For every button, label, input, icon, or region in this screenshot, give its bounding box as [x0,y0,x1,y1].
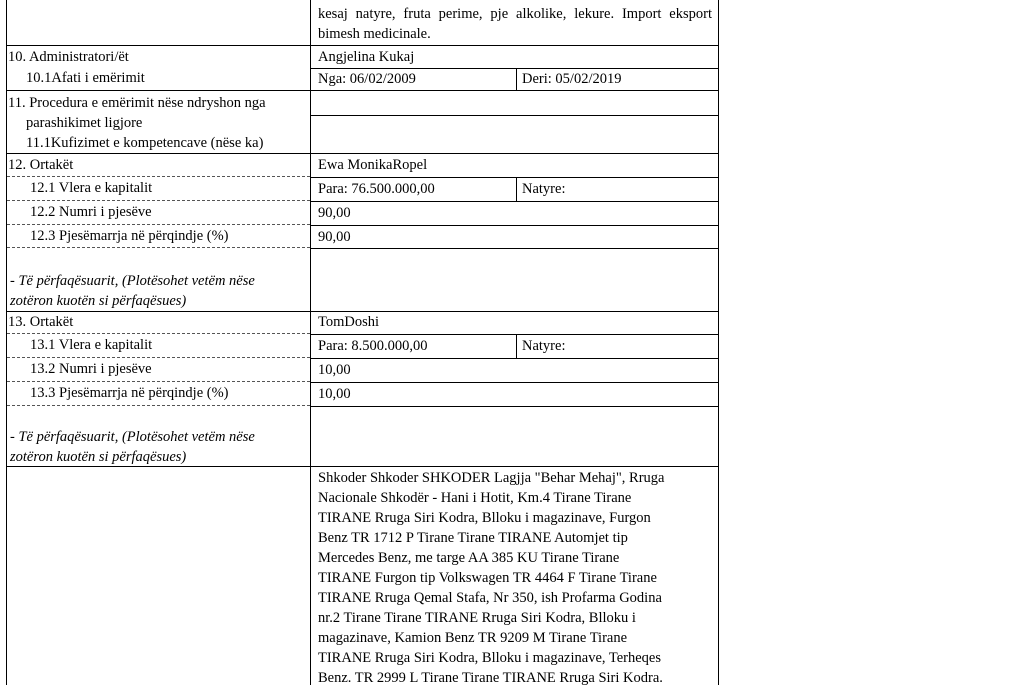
administrators-label: 10. Administratori/ët [8,49,129,65]
activity-description-continued: kesaj natyre, fruta perime, pje alkolike, lekure. Import eksport bimesh medicinale. [318,6,712,42]
row-divider [6,153,311,154]
row-divider [310,153,719,154]
representative-note-line2: zotëron kuotën si përfaqësues) [10,449,187,465]
row-divider [310,225,719,226]
appointment-procedure-label: 11. Procedura e emërimit nëse ndryshon nga [8,95,266,111]
competence-limits-label: 11.1Kufizimet e kompetencave (nëse ka) [26,135,264,151]
address-line: Shkoder Shkoder SHKODER Lagjja "Behar Mehaj", Rruga [318,470,665,486]
capital-value: Para: 76.500.000,00 [318,181,435,197]
dashed-divider [7,176,310,177]
dashed-divider [7,200,310,201]
appointment-to-value: Deri: 05/02/2019 [522,71,622,87]
row-divider [310,45,719,46]
shares-count-label: 13.2 Numri i pjesëve [30,361,152,377]
shares-count-value: 90,00 [318,205,351,221]
administrators-value: Angjelina Kukaj [318,49,415,65]
subcell-divider-12-1 [516,177,517,201]
row-divider [310,466,719,467]
participation-percent-label: 13.3 Pjesëmarrja në përqindje (%) [30,385,229,401]
row-divider [6,45,311,46]
row-divider [310,248,719,249]
subcell-divider-13-1 [516,334,517,358]
shares-count-value: 10,00 [318,362,351,378]
dashed-divider [7,247,310,248]
row-divider [310,90,719,91]
capital-value: Para: 8.500.000,00 [318,338,428,354]
row-divider [310,115,719,116]
partner-name: Ewa MonikaRopel [318,157,428,173]
partners-label: 13. Ortakët [8,314,74,330]
representative-note: - Të përfaqësuarit, (Plotësohet vetëm nëse [10,429,255,445]
address-line: TIRANE Rruga Qemal Stafa, Nr 350, ish Profarma Godina [318,590,662,606]
partners-label: 12. Ortakët [8,157,74,173]
dashed-divider [7,333,310,334]
partner-name: TomDoshi [318,314,380,330]
participation-percent-value: 90,00 [318,229,351,245]
row-divider [310,382,719,383]
table-column-divider [310,0,311,685]
row-divider [310,201,719,202]
address-line: TIRANE Rruga Siri Kodra, Blloku i magazinave, Furgon [318,510,651,526]
table-left-border [6,0,7,685]
participation-percent-value: 10,00 [318,386,351,402]
address-line: Nacionale Shkodër - Hani i Hotit, Km.4 Tirane Tirane [318,490,632,506]
subcell-divider-10-1 [516,68,517,90]
address-line: Mercedes Benz, me targe AA 385 KU Tirane Tirane [318,550,620,566]
capital-value-label: 13.1 Vlera e kapitalit [30,337,153,353]
representative-note-line2: zotëron kuotën si përfaqësues) [10,293,187,309]
dashed-divider [7,381,310,382]
address-line: nr.2 Tirane Tirane TIRANE Rruga Siri Kodra, Blloku i [318,610,636,626]
table-right-border [718,0,719,685]
address-line: magazinave, Kamion Benz TR 9209 M Tirane Tirane [318,630,628,646]
capital-nature: Natyre: [522,181,566,197]
dashed-divider [7,224,310,225]
appointment-from-value: Nga: 06/02/2009 [318,71,416,87]
shares-count-label: 12.2 Numri i pjesëve [30,204,152,220]
appointment-procedure-label-line2: parashikimet ligjore [26,115,143,131]
capital-nature: Natyre: [522,338,566,354]
row-divider [310,334,719,335]
address-line: TIRANE Rruga Siri Kodra, Blloku i magazinave, Terheqes [318,650,662,666]
appointment-term-label: 10.1Afati i emërimit [26,70,145,86]
representative-note: - Të përfaqësuarit, (Plotësohet vetëm nëse [10,273,255,289]
participation-percent-label: 12.3 Pjesëmarrja në përqindje (%) [30,228,229,244]
dashed-divider [7,357,310,358]
row-divider [310,406,719,407]
address-line: Benz TR 1712 P Tirane Tirane TIRANE Automjet tip [318,530,628,546]
row-divider [310,358,719,359]
address-line: TIRANE Furgon tip Volkswagen TR 4464 F Tirane Tirane [318,570,657,586]
capital-value-label: 12.1 Vlera e kapitalit [30,180,153,196]
row-divider [6,90,311,91]
dashed-divider [7,405,310,406]
row-divider [310,177,719,178]
address-line: Benz. TR 2999 L Tirane Tirane TIRANE Rruga Siri Kodra. [318,670,663,686]
